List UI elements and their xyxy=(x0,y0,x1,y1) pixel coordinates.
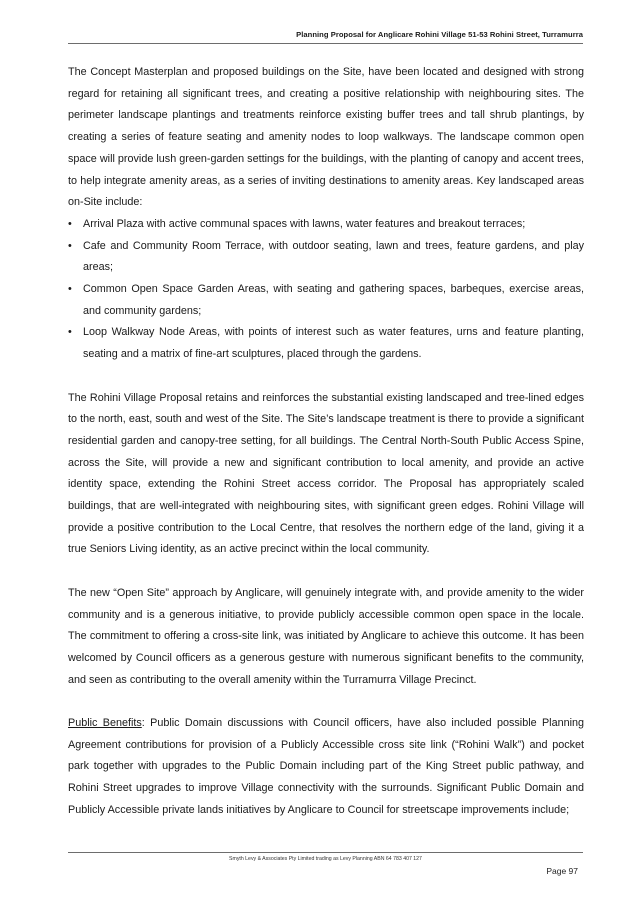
bullet-icon: • xyxy=(68,326,72,339)
landscape-edges-paragraph: The Rohini Village Proposal retains and reinforces the substantial existing landscaped and tree-lined edges to the north, east, south and west of the Site. The Site’s landscape treatment is there to provide a significant residential garden and canopy-tree setting, for all buildings. The Central North-South Public Access Spine, across the Site, will provide a new and significant contribution to local amenity, and provide an active identity space, extending the Rohini Street access corridor. The Proposal has appropriately scaled buildings, that are well-integrated with neighbouring sites, with significant green edges. Rohini Village will provide a positive contribution to the Local Centre, that resolves the northern edge of the land, giving it a true Seniors Living identity, as an active precinct within the local community. xyxy=(68,391,584,556)
heading-colon: : xyxy=(141,717,145,730)
bullet-icon: • xyxy=(68,217,72,230)
bullet-icon: • xyxy=(68,239,72,252)
list-item xyxy=(68,214,584,236)
list-item-text: Arrival Plaza with active communal spaces with lawns, water features and breakout terraces; xyxy=(83,217,526,230)
intro-paragraph: The Concept Masterplan and proposed buildings on the Site, have been located and designed with strong regard for retaining all significant trees, and creating a positive relationship with neighbouring sites. The perimeter landscape plantings and treatments reinforce existing buffer trees and tall shrub plantings, by creating a series of feature seating and amenity nodes to loop walkways. The landscape common open space will provide lush green-garden settings for the buildings, with the planting of canopy and accent trees, to help integrate amenity areas, as a series of inviting destinations to amenity areas. Key landscaped areas on-Site include: xyxy=(68,66,584,209)
list-item-text: Loop Walkway Node Areas, with points of interest such as water features, urns and feature planting, seating and a matrix of fine-art sculptures, placed through the gardens. xyxy=(83,326,584,361)
list-item-text: Common Open Space Garden Areas, with seating and gathering spaces, barbeques, exercise areas, and community gardens; xyxy=(83,283,584,317)
list-item xyxy=(68,279,584,322)
footer-divider xyxy=(68,852,583,853)
running-header: Planning Proposal for Anglicare Rohini Village 51-53 Rohini Street, Turramurra xyxy=(68,30,583,44)
list-item xyxy=(68,322,584,365)
open-site-paragraph: The new “Open Site” approach by Anglicare, will genuinely integrate with, and provide amenity to the wider community and is a generous initiative, to provide publicly accessible common open space in the locale. The commitment to offering a cross-site link, was initiated by Anglicare to achieve this outcome. It has been welcomed by Council officers as a generous gesture with numerous significant benefits to the community, and seen as contributing to the overall amenity within the Turramurra Village Precinct. xyxy=(68,586,584,686)
public-benefits-paragraph xyxy=(68,713,584,822)
public-benefits-heading: Public Benefits xyxy=(68,717,142,730)
list-item xyxy=(68,236,584,279)
page-number: Page 97 xyxy=(546,866,578,876)
footer-company: Smyth Levy & Associates Pty Limited trading as Levy Planning ABN 64 783 407 127 xyxy=(229,856,422,862)
list-item-text: Cafe and Community Room Terrace, with outdoor seating, lawn and trees, feature gardens, and play areas; xyxy=(83,239,584,274)
page-content xyxy=(68,62,584,822)
landscape-areas-list xyxy=(68,214,584,366)
public-benefits-body: Public Domain discussions with Council officers, have also included possible Planning Agreement contributions for provision of a Publicly Accessible cross site link (“Rohini Walk”) and pocket park together with upgrades to the Public Domain including part of the King Street public pathway, and Rohini Street upgrades to improve Village connectivity with the surrounds. Significant Public Domain and Publicly Accessible private lands initiatives by Anglicare to Council for streetscape improvements include; xyxy=(68,717,584,816)
bullet-icon: • xyxy=(68,283,72,296)
